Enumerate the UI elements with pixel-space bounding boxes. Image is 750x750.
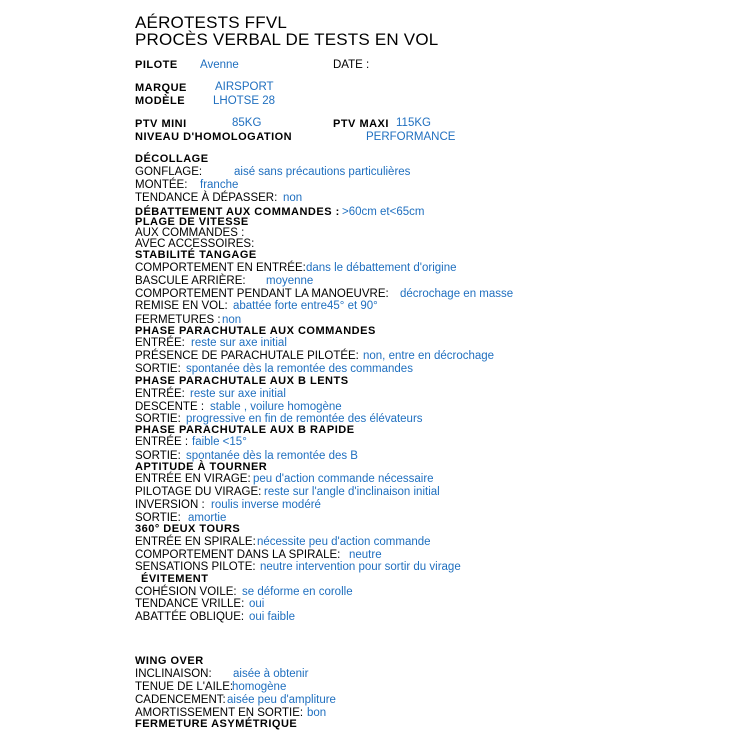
debattement-label: DÉBATTEMENT AUX COMMANDES : [135,206,340,218]
ev-abattee-label: ABATTÉE OBLIQUE: [135,611,245,623]
pc-presence-value: non, entre en décrochage [363,350,495,362]
bascule-value: moyenne [266,275,314,287]
wo-amortissement-value: bon [307,707,327,719]
at-pilotage-label: PILOTAGE DU VIRAGE: [135,486,262,498]
plage-avec-accessoires: AVEC ACCESSOIRES: [135,238,255,250]
at-inversion-label: INVERSION : [135,499,205,511]
date-label: DATE : [333,59,370,71]
ev-cohesion-label: COHÉSION VOILE: [135,586,237,598]
bl-entree-label: ENTRÉE: [135,388,185,400]
br-entree-label: ENTRÉE : [135,436,189,448]
montee-label: MONTÉE: [135,179,188,191]
fermetures-value: non [222,314,242,326]
wo-tenue-value: homogène [232,681,287,693]
tendance-label: TENDANCE À DÉPASSER: [135,192,278,204]
wo-inclinaison-label: INCLINAISON: [135,668,212,680]
at-sortie-label: SORTIE: [135,512,181,524]
remise-label: REMISE EN VOL: [135,300,228,312]
bl-sortie-label: SORTIE: [135,413,181,425]
evitement-heading: ÉVITEMENT [141,573,209,585]
bl-sortie-value: progressive en fin de remontée des élévateurs [186,413,423,425]
modele-value: LHOTSE 28 [213,95,275,107]
wo-cadencement-value: aisée peu d'ampliture [227,694,336,706]
niveau-label: NIVEAU D'HOMOLOGATION [135,131,293,143]
ev-abattee-value: oui faible [249,611,296,623]
br-sortie-label: SORTIE: [135,450,181,462]
debattement-value: >60cm et<65cm [342,206,425,218]
wo-cadencement-label: CADENCEMENT: [135,694,226,706]
tendance-value: non [283,192,303,204]
title-line-1: AÉROTESTS FFVL [135,13,288,32]
fermeture-heading: FERMETURE ASYMÉTRIQUE [135,718,298,730]
bascule-label: BASCULE ARRIÈRE: [135,275,246,287]
wo-amortissement-label: AMORTISSEMENT EN SORTIE: [135,707,304,719]
bl-descente-label: DESCENTE : [135,401,205,413]
title-line-2: PROCÈS VERBAL DE TESTS EN VOL [135,30,439,49]
dt-entree-label: ENTRÉE EN SPIRALE: [135,536,256,548]
ptv-mini-value: 85KG [232,117,262,129]
fermetures-label: FERMETURES : [135,314,221,326]
gonflage-value: aisé sans précautions particulières [234,166,411,178]
ptv-mini-label: PTV MINI [135,118,187,130]
at-entree-value: peu d'action commande nécessaire [253,473,434,485]
bl-entree-value: reste sur axe initial [190,388,286,400]
dt-comp-label: COMPORTEMENT DANS LA SPIRALE: [135,549,341,561]
niveau-value: PERFORMANCE [366,131,456,143]
ev-vrille-label: TENDANCE VRILLE: [135,598,245,610]
pilote-value: Avenne [200,59,239,71]
br-entree-value: faible <15° [192,436,247,448]
plage-heading: PLAGE DE VITESSE [135,216,249,228]
wo-tenue-label: TENUE DE L'AILE: [135,681,234,693]
pc-presence-label: PRÉSENCE DE PARACHUTALE PILOTÉE: [135,350,359,362]
pc-entree-value: reste sur axe initial [191,337,287,349]
dt-sensations-label: SENSATIONS PILOTE: [135,561,256,573]
at-entree-label: ENTRÉE EN VIRAGE: [135,473,251,485]
dt-sensations-value: neutre intervention pour sortir du virage [260,561,461,573]
at-inversion-value: roulis inverse modéré [211,499,321,511]
ptv-maxi-label: PTV MAXI [333,118,389,130]
deux-tours-heading: 360° DEUX TOURS [135,523,241,535]
plage-aux-commandes: AUX COMMANDES : [135,227,245,239]
pc-entree-label: ENTRÉE: [135,337,185,349]
dt-entree-value: nécessite peu d'action commande [257,536,431,548]
aptitude-heading: APTITUDE À TOURNER [135,461,268,473]
comp-entree-value: dans le débattement d'origine [306,262,457,274]
comp-manoeuvre-label: COMPORTEMENT PENDANT LA MANOEUVRE: [135,288,389,300]
decollage-heading: DÉCOLLAGE [135,153,209,165]
bl-descente-value: stable , voilure homogène [210,401,342,413]
ev-cohesion-value: se déforme en corolle [242,586,353,598]
br-sortie-value: spontanée dès la remontée des B [186,450,358,462]
dt-comp-value: neutre [349,549,382,561]
wing-over-heading: WING OVER [135,655,204,667]
at-sortie-value: amortie [188,512,227,524]
marque-label: MARQUE [135,82,187,94]
parachutale-commandes-heading: PHASE PARACHUTALE AUX COMMANDES [135,325,376,337]
pc-sortie-label: SORTIE: [135,363,181,375]
pilote-label: PILOTE [135,59,178,71]
ptv-maxi-value: 115KG [396,117,431,129]
montee-value: franche [200,179,239,191]
remise-value: abattée forte entre45° et 90° [233,300,378,312]
parachutale-b-rapide-heading: PHASE PARACHUTALE AUX B RAPIDE [135,424,355,436]
modele-label: MODÈLE [135,95,186,107]
comp-manoeuvre-value: décrochage en masse [400,288,514,300]
gonflage-label: GONFLAGE: [135,166,203,178]
parachutale-b-lents-heading: PHASE PARACHUTALE AUX B LENTS [135,375,349,387]
wo-inclinaison-value: aisée à obtenir [233,668,309,680]
at-pilotage-value: reste sur l'angle d'inclinaison initial [264,486,440,498]
pc-sortie-value: spontanée dès la remontée des commandes [186,363,413,375]
comp-entree-label: COMPORTEMENT EN ENTRÉE: [135,262,306,274]
marque-value: AIRSPORT [215,81,274,93]
ev-vrille-value: oui [249,598,265,610]
stabilite-heading: STABILITÉ TANGAGE [135,249,257,261]
